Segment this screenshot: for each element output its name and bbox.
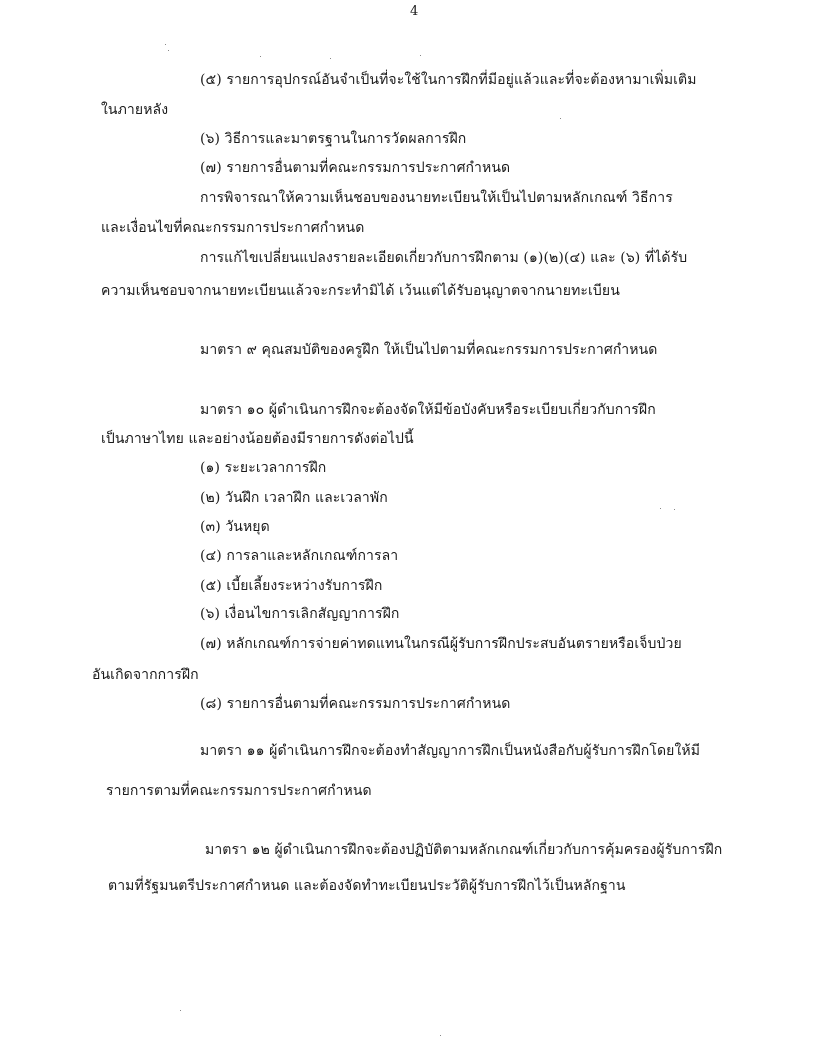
- scan-speck: [440, 1035, 441, 1036]
- section10-item: (๑) ระยะเวลาการฝึก: [200, 460, 327, 476]
- page-number: 4: [410, 4, 419, 19]
- section11-line1: มาตรา ๑๑ ผู้ดำเนินการฝึกจะต้องทำสัญญาการฝึกเป็นหนังสือกับผู้รับการฝึกโดยให้มี: [200, 743, 701, 759]
- scan-speck: [560, 118, 561, 119]
- item5-line1: (๕) รายการอุปกรณ์อันจำเป็นที่จะใช้ในการฝึกที่มีอยู่แล้วและที่จะต้องหามาเพิ่มเติม: [200, 72, 697, 88]
- section11-line2: รายการตามที่คณะกรรมการประกาศกำหนด: [106, 783, 372, 799]
- section10-item: (๘) รายการอื่นตามที่คณะกรรมการประกาศกำหนด: [200, 696, 511, 712]
- item6: (๖) วิธีการและมาตรฐานในการวัดผลการฝึก: [200, 131, 467, 147]
- scan-speck: [660, 508, 661, 509]
- scan-speck: [180, 1010, 181, 1011]
- approval-line1: การพิจารณาให้ความเห็นชอบของนายทะเบียนให้เป็นไปตามหลักเกณฑ์ วิธีการ: [200, 190, 673, 206]
- item5-line2: ในภายหลัง: [101, 102, 169, 118]
- item7: (๗) รายการอื่นตามที่คณะกรรมการประกาศกำหนด: [200, 160, 511, 176]
- approval-line2: และเงื่อนไขที่คณะกรรมการประกาศกำหนด: [101, 220, 365, 236]
- section12-line2: ตามที่รัฐมนตรีประกาศกำหนด และต้องจัดทำทะเบียนประวัติผู้รับการฝึกไว้เป็นหลักฐาน: [108, 878, 626, 894]
- section10-item7-cont: อันเกิดจากการฝึก: [92, 667, 199, 683]
- section12-line1: มาตรา ๑๒ ผู้ดำเนินการฝึกจะต้องปฏิบัติตามหลักเกณฑ์เกี่ยวกับการคุ้มครองผู้รับการฝึก: [205, 842, 723, 858]
- scan-speck: [168, 50, 169, 51]
- change-line1: การแก้ไขเปลี่ยนแปลงรายละเอียดเกี่ยวกับการฝึกตาม (๑)(๒)(๔) และ (๖) ที่ได้รับ: [200, 250, 688, 266]
- scan-speck: [260, 56, 261, 57]
- scan-speck: [420, 55, 421, 56]
- change-line2: ความเห็นชอบจากนายทะเบียนแล้วจะกระทำมิได้ เว้นแต่ได้รับอนุญาตจากนายทะเบียน: [101, 283, 620, 299]
- scan-speck: [674, 509, 675, 510]
- scan-speck: [330, 58, 331, 59]
- section10-item: (๓) วันหยุด: [200, 519, 270, 535]
- section10-item: (๔) การลาและหลักเกณฑ์การลา: [200, 548, 399, 564]
- section10-item: (๖) เงื่อนไขการเลิกสัญญาการฝึก: [200, 606, 400, 622]
- section9: มาตรา ๙ คุณสมบัติของครูฝึก ให้เป็นไปตามที่คณะกรรมการประกาศกำหนด: [200, 342, 658, 358]
- section10-line2: เป็นภาษาไทย และอย่างน้อยต้องมีรายการดังต่อไปนี้: [101, 431, 414, 447]
- section10-item: (๒) วันฝึก เวลาฝึก และเวลาพัก: [200, 490, 388, 506]
- section10-item: (๕) เบี้ยเลี้ยงระหว่างรับการฝึก: [200, 578, 383, 594]
- section10-line1: มาตรา ๑๐ ผู้ดำเนินการฝึกจะต้องจัดให้มีข้อบังคับหรือระเบียบเกี่ยวกับการฝึก: [200, 402, 656, 418]
- section10-item: (๗) หลักเกณฑ์การจ่ายค่าทดแทนในกรณีผู้รับการฝึกประสบอันตรายหรือเจ็บป่วย: [200, 636, 682, 652]
- scan-speck: [165, 44, 166, 45]
